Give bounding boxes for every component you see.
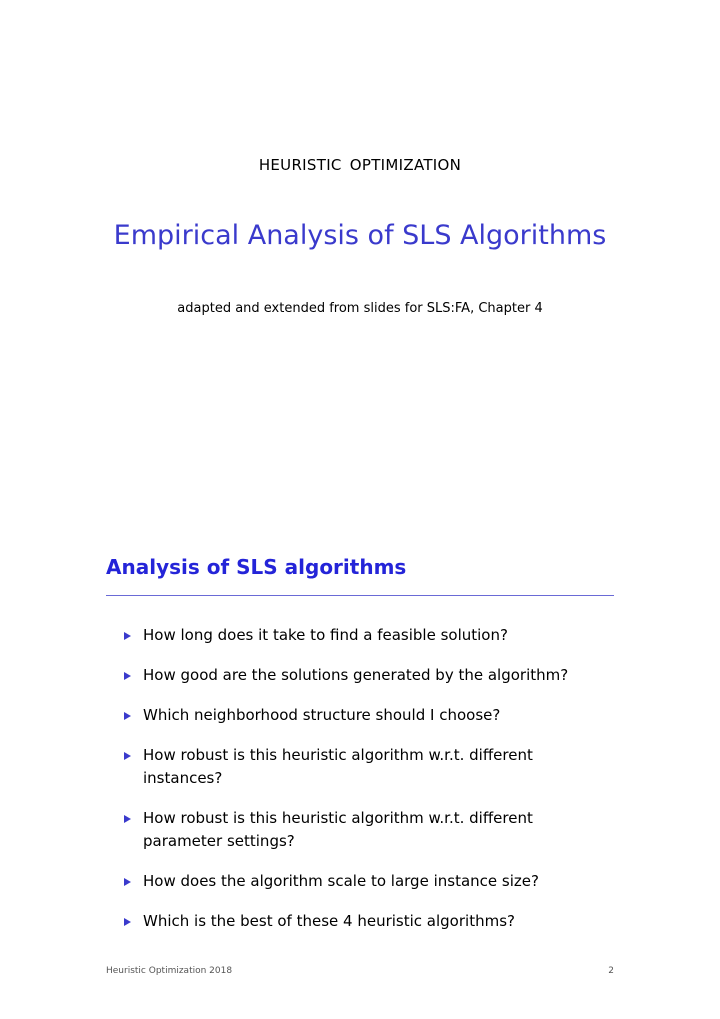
bullet-list xyxy=(122,624,592,950)
bullet-text: How long does it take to find a feasible solution? xyxy=(143,626,508,644)
title-slide xyxy=(0,0,720,500)
bullet-item xyxy=(122,870,592,893)
bullet-text: Which is the best of these 4 heuristic algorithms? xyxy=(143,912,515,930)
bullet-arrow-icon xyxy=(124,878,131,886)
bullet-item xyxy=(122,624,592,647)
bullet-item xyxy=(122,704,592,727)
bullet-item xyxy=(122,664,592,687)
heading-rule xyxy=(106,595,614,596)
slide-subtitle: adapted and extended from slides for SLS:FA, Chapter 4 xyxy=(177,301,543,316)
bullet-arrow-icon xyxy=(124,815,131,823)
content-slide xyxy=(0,500,720,1019)
bullet-text: How does the algorithm scale to large instance size? xyxy=(143,872,539,890)
bullet-item xyxy=(122,910,592,933)
bullet-arrow-icon xyxy=(124,918,131,926)
slide-heading: Analysis of SLS algorithms xyxy=(106,555,407,579)
bullet-item xyxy=(122,807,592,853)
bullet-text: Which neighborhood structure should I choose? xyxy=(143,706,501,724)
bullet-arrow-icon xyxy=(124,752,131,760)
footer-course-year: Heuristic Optimization 2018 xyxy=(106,966,233,976)
course-name: HEURISTIC OPTIMIZATION xyxy=(258,156,462,174)
bullet-item xyxy=(122,744,592,790)
bullet-arrow-icon xyxy=(124,712,131,720)
footer-page-number: 2 xyxy=(608,966,614,976)
bullet-text: How robust is this heuristic algorithm w.r.t. different parameter settings? xyxy=(143,809,533,850)
bullet-text: How robust is this heuristic algorithm w.r.t. different instances? xyxy=(143,746,533,787)
bullet-arrow-icon xyxy=(124,632,131,640)
bullet-text: How good are the solutions generated by the algorithm? xyxy=(143,666,569,684)
bullet-arrow-icon xyxy=(124,672,131,680)
slide-title: Empirical Analysis of SLS Algorithms xyxy=(113,220,607,251)
